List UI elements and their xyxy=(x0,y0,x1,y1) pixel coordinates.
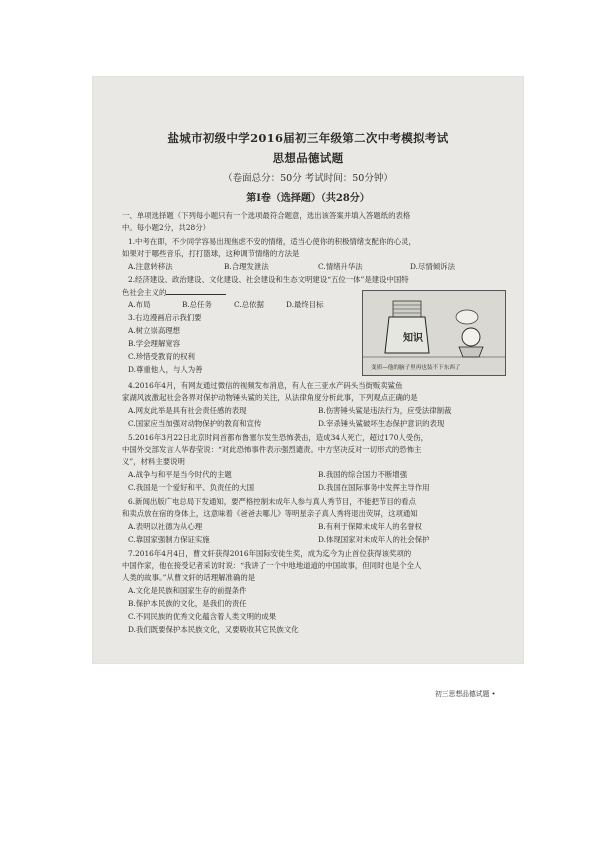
question-3-option-b: B.学会理解宽容 xyxy=(128,339,181,348)
question-7-option-b: B.保护本民族的文化，是我们的责任 xyxy=(128,599,247,608)
instruction-line: 中。每小题2分，共28分） xyxy=(122,223,211,232)
question-7-option-c: C.不同民族的优秀文化蕴含着人类文明的成果 xyxy=(128,612,277,621)
instruction-line: 一、单项选择题（下列每小题只有一个选项最符合题意，选出该答案并填入答题纸的表格 xyxy=(122,211,411,220)
cartoon-caption: 变质—他的脑子里再也装不下东西了 xyxy=(371,365,461,371)
question-4-option-d: D.宰杀锤头鲨破坏生态保护意识的表现 xyxy=(318,419,445,428)
question-3-option-d: D.尊重他人，与人为善 xyxy=(128,365,203,374)
question-3-stem: 3.右边漫画启示我们要 xyxy=(128,313,202,322)
question-7-option-a: A.文化是民族和国家生存的前提条件 xyxy=(128,586,247,595)
question-7-stem: 7.2016年4月4日，曹文轩获得2016年国际安徒生奖，成为迄今为止首位获得该奖项的 xyxy=(128,549,412,558)
page-footer: 初三思想品德试题 • xyxy=(435,690,496,698)
answer-blank xyxy=(166,286,226,295)
question-6-option-c: C.靠国家强制力保证实施 xyxy=(128,535,210,544)
question-6-option-a: A.表明以社德为从心理 xyxy=(128,522,203,531)
question-1-option-d: D.尽情倾诉法 xyxy=(410,262,455,271)
question-2-option-d: D.最终目标 xyxy=(286,300,324,309)
question-2-option-a: A.布局 xyxy=(128,300,151,309)
question-7-stem: 中国作家，他在接受记者采访时说：“我讲了一个中地地道道的中国故事，但同时也是个全人 xyxy=(122,561,422,570)
question-4-option-c: C.国家应当加强对动物保护的教育和宣传 xyxy=(128,419,262,428)
cartoon-drawing xyxy=(363,291,505,375)
question-5-stem: 义”，材料主要说明 xyxy=(122,457,185,466)
question-3-option-a: A.树立崇高理想 xyxy=(128,326,181,335)
question-3-option-c: C.珍惜受教育的权利 xyxy=(128,352,195,361)
exam-meta: （卷面总分：50分 考试时间：50分钟） xyxy=(223,173,393,184)
question-1-option-c: C.情绪升华法 xyxy=(318,262,363,271)
question-1-option-a: A.注意转移法 xyxy=(128,262,173,271)
section-heading: 第Ⅰ卷（选择题）（共28分） xyxy=(246,193,370,204)
question-6-stem: 6.新闻出版广电总局下发通知，要严格控制未成年人参与真人秀节目，不能把节目的看点 xyxy=(128,497,416,506)
question-2-stem: 2.经济建设、政治建设、文化建设、社会建设和生态文明建设“五位一体”是建设中国特 xyxy=(128,275,409,284)
question-5-option-d: D.我国在国际事务中发挥主导作用 xyxy=(318,483,430,492)
question-5-option-b: B.我国的综合国力不断增强 xyxy=(318,470,408,479)
exam-title: 盐城市初级中学2016届初三年级第二次中考模拟考试 xyxy=(167,131,449,145)
question-1-stem: 如果对于哪些音乐，打打篮球，这种调节情绪的方法是 xyxy=(122,249,300,258)
question-5-stem: 中国外交部发言人华春莹说：“对此恐怖事件表示强烈谴责。中方坚决反对一切形式的恐怖主 xyxy=(122,445,422,454)
question-2-option-b: B.总任务 xyxy=(182,300,212,309)
question-6-option-d: D.体现国家对未成年人的社会保护 xyxy=(318,535,430,544)
question-7-stem: 人类的故事。”从曹文轩的话理解准确的是 xyxy=(122,573,256,582)
question-7-option-d: D.我们既要保护本民族文化，又要吸收其它民族文化 xyxy=(128,625,299,634)
exam-paper xyxy=(92,76,524,698)
question-4-stem: 家湖风波激起社会各界对保护动物锤头鲨的关注，从法律角度分析此事，下列观点正确的是 xyxy=(122,393,418,402)
question-1-option-b: B.合理发泄法 xyxy=(224,262,269,271)
question-2-option-c: C.总依据 xyxy=(234,300,264,309)
cartoon-box-label: 知识 xyxy=(403,333,423,344)
cartoon-illustration xyxy=(362,290,506,376)
question-5-stem: 5.2016年3月22日北京时间首都布鲁塞尔发生恐怖袭击，造成34人死亡，超过170人受伤， xyxy=(128,433,428,442)
question-6-stem: 和卖点放在宿的身体上，这意味着《爸爸去哪儿》等明星亲子真人秀将退出荧屏，这项通知 xyxy=(122,509,418,518)
question-4-stem: 4.2016年4月，有网友通过微信的视频发布消息，有人在三亚水产码头当街贩卖鲨鱼 xyxy=(128,381,403,390)
question-body xyxy=(122,210,500,650)
question-6-option-b: B.有利于保障未成年人的名誉权 xyxy=(318,522,422,531)
question-5-option-c: C.我国是一个爱好和平、负责任的大国 xyxy=(128,483,254,492)
exam-subtitle: 思想品德试题 xyxy=(272,151,344,165)
question-2-stem: 色社会主义的 xyxy=(122,286,226,300)
question-4-option-b: B.伤害锤头鲨是违法行为，应受法律制裁 xyxy=(318,406,452,415)
question-5-option-a: A.战争与和平是当今时代的主题 xyxy=(128,470,232,479)
question-1-stem: 1.中考在即，不少同学容易出现焦虑不安的情绪，适当心使你的积极情绪支配你的心灵， xyxy=(128,237,416,246)
question-4-option-a: A.网友此举是具有社会责任感的表现 xyxy=(128,406,247,415)
